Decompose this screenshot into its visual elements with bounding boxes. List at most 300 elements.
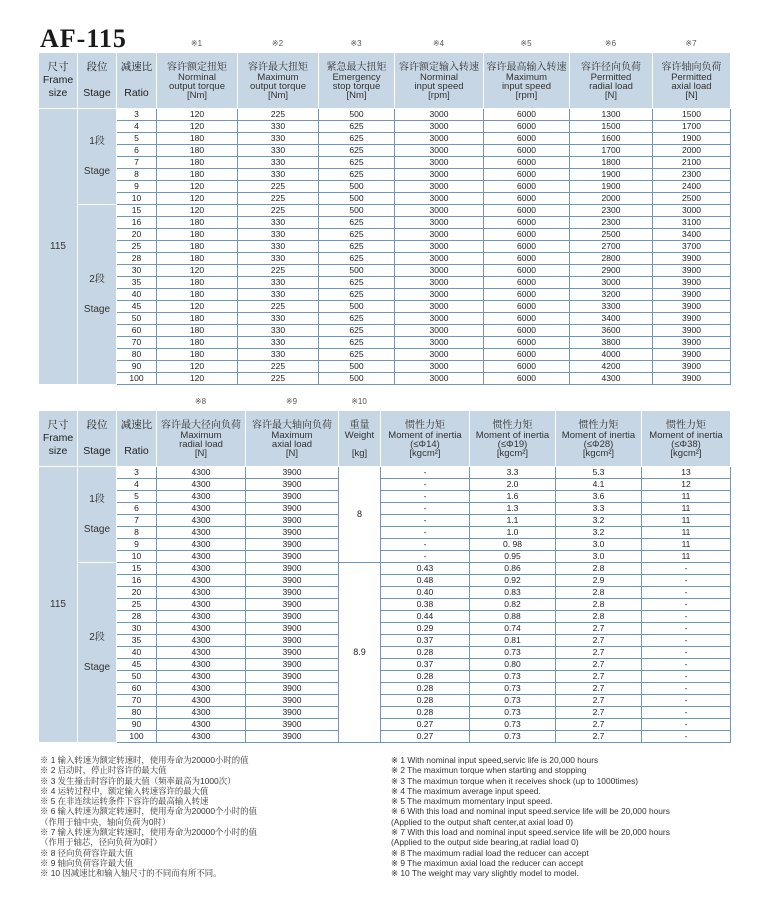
table-cell: 3400	[570, 313, 653, 325]
header-unit: [kgcm²]	[409, 447, 441, 459]
header-en: Stage	[83, 87, 111, 99]
table-cell: 2.7	[556, 647, 642, 659]
footnote-line: ※ 1 输入转速为额定转速时，使用寿命为20000小时的值	[40, 755, 249, 765]
table-cell: 3900	[246, 731, 339, 743]
table-row	[39, 313, 731, 325]
table-cell: 0.38	[381, 599, 470, 611]
table-cell: 0.40	[381, 587, 470, 599]
stage-cell	[78, 205, 117, 385]
table-row	[39, 361, 731, 373]
table-cell: 4300	[157, 539, 246, 551]
note-marker: ※1	[190, 39, 203, 48]
table-cell: 2500	[570, 229, 653, 241]
page-title: AF-115	[40, 24, 127, 53]
table2-note-markers	[38, 397, 730, 409]
table-cell: 3000	[395, 301, 484, 313]
header-zh: 减速比	[120, 419, 153, 431]
table-cell: 4000	[570, 349, 653, 361]
table-cell: 500	[319, 193, 395, 205]
table-cell: 120	[157, 193, 238, 205]
table-cell: 120	[157, 373, 238, 385]
header-unit: [kg]	[351, 447, 368, 459]
table-cell: 6000	[484, 193, 570, 205]
ratio-cell: 45	[117, 301, 157, 313]
ratio-cell: 10	[117, 193, 157, 205]
header-ratio	[117, 411, 157, 467]
table-cell: 3600	[570, 325, 653, 337]
footnote-line: (Applied to the output side bearing,at radial load 0)	[391, 837, 579, 848]
table-cell: -	[381, 539, 470, 551]
table-cell: 500	[319, 373, 395, 385]
table-cell: 4300	[157, 671, 246, 683]
table-cell: 4300	[157, 611, 246, 623]
table-cell: 3.0	[556, 551, 642, 563]
table-cell: 3900	[653, 265, 731, 277]
ratio-cell: 20	[117, 229, 157, 241]
table-cell: 625	[319, 157, 395, 169]
ratio-cell: 70	[117, 337, 157, 349]
footnote-line: ※ 2 The maximun torque when starting and stopping	[391, 765, 587, 776]
table-cell: 6000	[484, 337, 570, 349]
ratio-cell: 50	[117, 671, 157, 683]
header-en: Emergency	[332, 71, 381, 83]
header-zh: 容许径向负荷	[581, 61, 641, 73]
table-row	[39, 109, 731, 121]
table-cell: 3900	[246, 659, 339, 671]
ratio-cell: 3	[117, 467, 157, 479]
table-cell: 3900	[246, 551, 339, 563]
table-cell: 6000	[484, 157, 570, 169]
table-cell: -	[381, 527, 470, 539]
table-cell: 180	[157, 349, 238, 361]
table-cell: 3900	[653, 325, 731, 337]
table-cell: 13	[642, 467, 731, 479]
header-en: output torque	[169, 80, 225, 92]
header-en: Moment of inertia	[388, 429, 462, 441]
table-cell: 180	[157, 277, 238, 289]
table-cell: 3900	[246, 491, 339, 503]
table-cell: 3000	[395, 109, 484, 121]
table-cell: 3900	[653, 253, 731, 265]
table-cell: 3000	[395, 217, 484, 229]
table-row	[39, 575, 731, 587]
header-en: Moment of inertia	[649, 429, 723, 441]
table-row	[39, 503, 731, 515]
table-cell: 2900	[570, 265, 653, 277]
table-cell: 3900	[246, 503, 339, 515]
table-cell: 11	[642, 551, 731, 563]
ratio-cell: 100	[117, 731, 157, 743]
ratio-cell: 8	[117, 169, 157, 181]
header-en: size	[48, 445, 68, 457]
table-cell: 1900	[570, 169, 653, 181]
header-zh: 段位	[86, 419, 108, 431]
table-cell: 120	[157, 361, 238, 373]
table-cell: 3900	[246, 683, 339, 695]
table-row	[39, 121, 731, 133]
table-cell: 180	[157, 133, 238, 145]
table-cell: 4300	[157, 575, 246, 587]
table-cell: 2.7	[556, 695, 642, 707]
table-cell: 0.73	[470, 671, 556, 683]
table-row	[39, 707, 731, 719]
table-cell: 3900	[653, 337, 731, 349]
table-cell: -	[642, 635, 731, 647]
table-cell: 6000	[484, 325, 570, 337]
table-cell: 3900	[653, 289, 731, 301]
table-cell: 0.73	[470, 719, 556, 731]
ratio-cell: 28	[117, 611, 157, 623]
table-cell: 120	[157, 121, 238, 133]
table-cell: 330	[238, 169, 319, 181]
table-cell: 0.29	[381, 623, 470, 635]
header-nominal-input-speed	[395, 53, 484, 109]
ratio-cell: 28	[117, 253, 157, 265]
table-cell: 11	[642, 491, 731, 503]
table-cell: 330	[238, 337, 319, 349]
footnote-line: ※ 6 With this load and nominal input speed.service life will be 20,000 hours	[391, 806, 670, 817]
table-cell: 3000	[395, 193, 484, 205]
stage-cell	[78, 467, 117, 563]
table-cell: 2000	[570, 193, 653, 205]
table-cell: 2.0	[470, 479, 556, 491]
header-zh: 惯性力矩	[405, 419, 445, 431]
table-cell: 4200	[570, 361, 653, 373]
table-cell: 6000	[484, 133, 570, 145]
table-row	[39, 479, 731, 491]
table-row	[39, 551, 731, 563]
table-row	[39, 157, 731, 169]
note-marker: ※9	[285, 397, 298, 406]
table-cell: 4300	[157, 503, 246, 515]
header-max-output-torque	[238, 53, 319, 109]
header-zh: 尺寸	[47, 61, 69, 73]
header-en: axial load	[671, 80, 712, 92]
table-cell: 180	[157, 217, 238, 229]
table-cell: 6000	[484, 241, 570, 253]
header-emergency-stop-torque	[319, 53, 395, 109]
table-cell: 6000	[484, 301, 570, 313]
table-cell: 6000	[484, 121, 570, 133]
ratio-cell: 7	[117, 157, 157, 169]
table-cell: 3000	[395, 349, 484, 361]
footnote-line: （作用于轴芯，径向负荷为0时）	[40, 837, 162, 848]
stage-label-zh: 2段	[89, 274, 105, 285]
table-cell: 4300	[157, 467, 246, 479]
table-cell: 4300	[157, 491, 246, 503]
table-cell: -	[642, 623, 731, 635]
table-cell: 330	[238, 121, 319, 133]
stage-label-en: Stage	[83, 304, 111, 315]
footnote-line: ※ 7 With this load and nominal input speed.service life will be 20,000 hours	[391, 827, 670, 838]
table-row	[39, 623, 731, 635]
note-marker: ※10	[351, 397, 367, 406]
table-cell: 0.82	[470, 599, 556, 611]
table-cell: 225	[238, 193, 319, 205]
table-cell: 3000	[395, 373, 484, 385]
spec-table-2	[38, 410, 731, 743]
table-cell: 0.28	[381, 671, 470, 683]
table-cell: 4300	[157, 479, 246, 491]
footnote-line: ※ 8 The maximum radial load the reducer can accept	[391, 847, 589, 858]
header-unit: [N]	[194, 447, 208, 459]
table-cell: 3900	[246, 635, 339, 647]
header-unit: [Nm]	[346, 89, 367, 101]
ratio-cell: 9	[117, 181, 157, 193]
header-en: Maximum	[505, 71, 548, 83]
table-row	[39, 133, 731, 145]
table-cell: 3900	[246, 575, 339, 587]
ratio-cell: 50	[117, 313, 157, 325]
table-cell: 4300	[157, 683, 246, 695]
table-cell: 4.1	[556, 479, 642, 491]
table-cell: 225	[238, 205, 319, 217]
note-marker: ※7	[685, 39, 697, 48]
header-en: input speed	[414, 80, 464, 92]
table-cell: 500	[319, 181, 395, 193]
table-cell: 3400	[653, 229, 731, 241]
table-cell: 225	[238, 361, 319, 373]
header-inertia-19	[470, 411, 556, 467]
table-cell: 0.88	[470, 611, 556, 623]
ratio-cell: 70	[117, 695, 157, 707]
table-cell: 0. 98	[470, 539, 556, 551]
ratio-cell: 20	[117, 587, 157, 599]
ratio-cell: 15	[117, 563, 157, 575]
table-cell: 6000	[484, 373, 570, 385]
table-cell: 3900	[246, 563, 339, 575]
table-cell: 2400	[653, 181, 731, 193]
header-zh: 惯性力矩	[578, 419, 619, 431]
header-permitted-radial-load	[570, 53, 653, 109]
table-cell: 180	[157, 289, 238, 301]
table-cell: 330	[238, 289, 319, 301]
table-cell: 0.28	[381, 707, 470, 719]
header-zh: 容许最大径向负荷	[161, 419, 241, 431]
header-en: Permitted	[671, 71, 712, 83]
table-cell: 0.73	[470, 731, 556, 743]
table-row	[39, 349, 731, 361]
table-cell: 330	[238, 229, 319, 241]
table-cell: 3900	[246, 719, 339, 731]
table-cell: 2.8	[556, 587, 642, 599]
table-cell: 2.8	[556, 599, 642, 611]
table-cell: 11	[642, 515, 731, 527]
footnote-line: ※ 9 The maximun axial load the reducer can accept	[391, 857, 584, 868]
header-zh: 容许最高输入转速	[486, 61, 567, 73]
table-cell: 1500	[653, 109, 731, 121]
header-zh: 尺寸	[47, 419, 69, 431]
table-cell: -	[381, 551, 470, 563]
table-cell: 500	[319, 301, 395, 313]
header-en: Norminal	[177, 71, 216, 83]
table-cell: 0.73	[470, 647, 556, 659]
table-cell: 4300	[157, 635, 246, 647]
table-cell: 3000	[395, 229, 484, 241]
table-cell: 2.7	[556, 635, 642, 647]
stage-cell	[78, 563, 117, 743]
table-cell: 12	[642, 479, 731, 491]
table-cell: 3.2	[556, 527, 642, 539]
table-cell: 0.28	[381, 695, 470, 707]
table-cell: 225	[238, 373, 319, 385]
table-cell: 2.7	[556, 671, 642, 683]
header-zh: 容许额定扭矩	[167, 61, 227, 73]
table-cell: 3900	[246, 695, 339, 707]
table-cell: 2100	[653, 157, 731, 169]
table-cell: -	[381, 479, 470, 491]
table-cell: 330	[238, 313, 319, 325]
table-cell: -	[642, 719, 731, 731]
table-cell: 500	[319, 361, 395, 373]
table-cell: -	[642, 707, 731, 719]
table-cell: 3900	[653, 361, 731, 373]
table-cell: 625	[319, 145, 395, 157]
table-cell: -	[642, 611, 731, 623]
table-cell: 3000	[395, 157, 484, 169]
header-en: stop torque	[332, 80, 381, 92]
table-cell: 1500	[570, 121, 653, 133]
table-cell: 3900	[246, 599, 339, 611]
table-cell: 4300	[157, 599, 246, 611]
ratio-cell: 4	[117, 121, 157, 133]
table-cell: 3900	[246, 611, 339, 623]
header-en: Maximum	[257, 71, 299, 83]
table-row	[39, 337, 731, 349]
table-cell: 6000	[484, 145, 570, 157]
table-cell: 2.9	[556, 575, 642, 587]
table-cell: -	[642, 599, 731, 611]
header-zh: 惯性力矩	[492, 419, 533, 431]
table-cell: 4300	[157, 647, 246, 659]
table-cell: 2.7	[556, 659, 642, 671]
table-row	[39, 205, 731, 217]
table-cell: 3900	[653, 313, 731, 325]
table-cell: 625	[319, 289, 395, 301]
header-stage	[78, 411, 117, 467]
stage-label-zh: 1段	[89, 136, 105, 147]
table-cell: 0.27	[381, 731, 470, 743]
table-cell: 625	[319, 337, 395, 349]
header-unit: [N]	[685, 89, 698, 101]
table-cell: 330	[238, 217, 319, 229]
table-cell: 500	[319, 205, 395, 217]
ratio-cell: 90	[117, 361, 157, 373]
footnote-line: ※ 4 The maximum average input speed.	[391, 785, 541, 796]
stage-label-en: Stage	[83, 662, 111, 673]
table-cell: 4300	[157, 707, 246, 719]
table-cell: 0.28	[381, 683, 470, 695]
table-cell: 3900	[246, 647, 339, 659]
table-cell: -	[642, 695, 731, 707]
table-row	[39, 301, 731, 313]
header-inertia-38	[642, 411, 731, 467]
header-unit: [rpm]	[515, 89, 538, 101]
table-row	[39, 659, 731, 671]
table-cell: 1900	[570, 181, 653, 193]
table-cell: -	[642, 575, 731, 587]
table-cell: 0.92	[470, 575, 556, 587]
table-cell: 3900	[653, 349, 731, 361]
table-cell: 180	[157, 229, 238, 241]
weight-value: 8.9	[353, 647, 366, 657]
table-row	[39, 289, 731, 301]
table-cell: 625	[319, 229, 395, 241]
table-cell: 4300	[157, 731, 246, 743]
ratio-cell: 30	[117, 265, 157, 277]
table-row	[39, 193, 731, 205]
footnote-line: ※ 7 输入转速为额定转速时，使用寿命为20000个小时的值	[40, 827, 257, 838]
table-cell: 3000	[653, 205, 731, 217]
table-cell: 3300	[570, 301, 653, 313]
table-cell: 2000	[653, 145, 731, 157]
table-cell: 3000	[395, 133, 484, 145]
table-cell: -	[381, 515, 470, 527]
note-marker: ※3	[350, 39, 362, 48]
table-row	[39, 731, 731, 743]
note-marker: ※4	[432, 39, 445, 48]
table-cell: 3000	[395, 169, 484, 181]
table-cell: -	[642, 587, 731, 599]
table-cell: 3000	[395, 289, 484, 301]
table-cell: -	[642, 563, 731, 575]
table-cell: 1700	[570, 145, 653, 157]
table-cell: 180	[157, 253, 238, 265]
table-cell: 625	[319, 277, 395, 289]
table-cell: 2.8	[556, 563, 642, 575]
stage-label-en: Stage	[83, 166, 111, 177]
table-cell: 1.6	[470, 491, 556, 503]
table-cell: 11	[642, 539, 731, 551]
ratio-cell: 6	[117, 145, 157, 157]
table-cell: 11	[642, 503, 731, 515]
table-cell: 6000	[484, 109, 570, 121]
ratio-cell: 35	[117, 635, 157, 647]
table-row	[39, 217, 731, 229]
header-zh: 紧急最大扭矩	[326, 61, 387, 73]
table-cell: 4300	[570, 373, 653, 385]
table-cell: 1800	[570, 157, 653, 169]
table-row	[39, 229, 731, 241]
table-cell: 2.7	[556, 683, 642, 695]
ratio-cell: 40	[117, 289, 157, 301]
ratio-cell: 25	[117, 241, 157, 253]
header-stage	[78, 53, 117, 109]
footnote-line: ※ 5 在非连续运转条件下容许的最高输入转速	[40, 796, 209, 807]
table-cell: 3000	[395, 337, 484, 349]
table-cell: 2800	[570, 253, 653, 265]
table-cell: 4300	[157, 515, 246, 527]
table-cell: 0.73	[470, 683, 556, 695]
header-ratio	[117, 53, 157, 109]
table-cell: 3900	[653, 373, 731, 385]
table-cell: 3.3	[556, 503, 642, 515]
stage-label-zh: 2段	[89, 632, 105, 643]
table-cell: 6000	[484, 169, 570, 181]
table-row	[39, 671, 731, 683]
frame-size-value: 115	[50, 241, 66, 252]
table-cell: 1900	[653, 133, 731, 145]
header-en: radial load	[179, 438, 223, 450]
header-en: Moment of inertia	[475, 429, 550, 441]
ratio-cell: 5	[117, 133, 157, 145]
table-cell: 120	[157, 205, 238, 217]
ratio-cell: 7	[117, 515, 157, 527]
header-en: (≤Φ28)	[583, 438, 614, 450]
table-cell: 3900	[246, 539, 339, 551]
ratio-cell: 30	[117, 623, 157, 635]
table-cell: 180	[157, 325, 238, 337]
